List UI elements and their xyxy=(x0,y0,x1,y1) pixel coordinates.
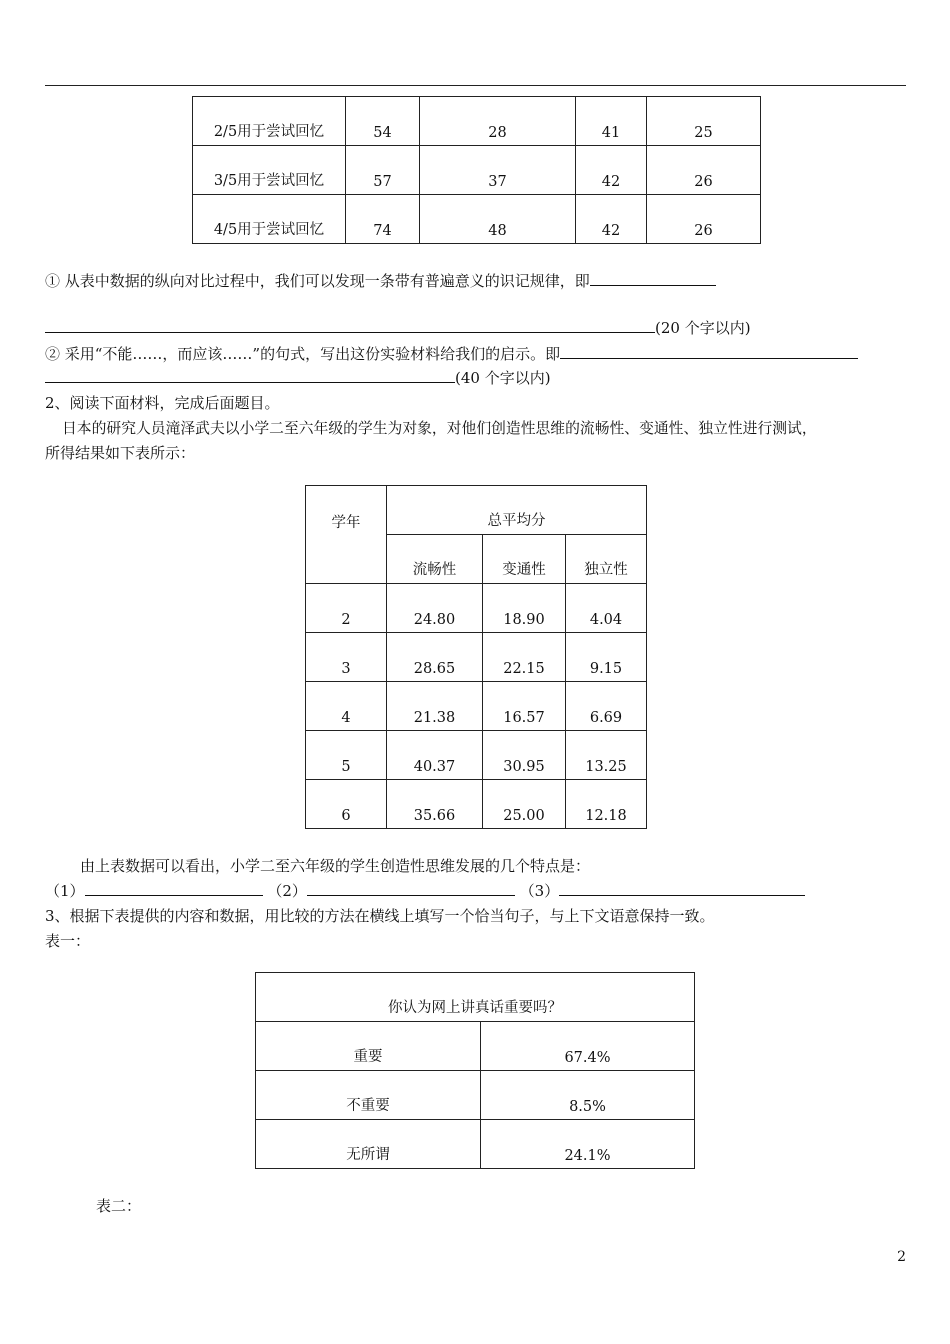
table-cell: 24.1% xyxy=(481,1120,695,1169)
memory-table xyxy=(192,96,761,244)
table-cell: 26 xyxy=(647,195,761,244)
table-cell: 42 xyxy=(576,195,647,244)
table-cell: 67.4% xyxy=(481,1022,695,1071)
table-cell: 25 xyxy=(647,97,761,146)
creativity-score-table xyxy=(305,485,647,829)
table-row xyxy=(306,780,647,829)
table-cell: 4 xyxy=(306,682,387,731)
answer-blank[interactable] xyxy=(45,318,655,333)
table-cell: 13.25 xyxy=(566,731,647,780)
table-cell: 22.15 xyxy=(483,633,566,682)
table-cell: 42 xyxy=(576,146,647,195)
table-cell: 18.90 xyxy=(483,584,566,633)
table-cell: 4.04 xyxy=(566,584,647,633)
answer-blank[interactable] xyxy=(560,344,858,359)
page-number: 2 xyxy=(897,1249,906,1265)
table-cell: 41 xyxy=(576,97,647,146)
question-1-item-2: ② 采用“不能……，而应该……”的句式，写出这份实验材料给我们的启示。即 xyxy=(45,343,858,364)
header-originality: 独立性 xyxy=(566,535,647,584)
table-cell: 5 xyxy=(306,731,387,780)
table-row xyxy=(256,1120,695,1169)
header-total-average: 总平均分 xyxy=(387,486,647,535)
answer-blank[interactable] xyxy=(85,881,263,896)
answer-blank[interactable] xyxy=(307,881,515,896)
table-cell: 6.69 xyxy=(566,682,647,731)
table-cell: 26 xyxy=(647,146,761,195)
table-cell: 4/5用于尝试回忆 xyxy=(193,195,346,244)
survey-question: 你认为网上讲真话重要吗？ xyxy=(256,973,695,1022)
table-row xyxy=(306,584,647,633)
table-cell: 48 xyxy=(420,195,576,244)
table-cell: 8.5% xyxy=(481,1071,695,1120)
table-cell: 12.18 xyxy=(566,780,647,829)
answer-blank[interactable] xyxy=(559,881,805,896)
table-cell: 54 xyxy=(346,97,420,146)
table-header-row xyxy=(256,973,695,1022)
table-cell: 30.95 xyxy=(483,731,566,780)
table-header-row xyxy=(306,486,647,535)
table-cell: 3/5用于尝试回忆 xyxy=(193,146,346,195)
table-cell: 6 xyxy=(306,780,387,829)
table-cell: 21.38 xyxy=(387,682,483,731)
table-row xyxy=(256,1071,695,1120)
question-2-paragraph-cont: 所得结果如下表所示： xyxy=(45,444,196,462)
table-cell: 28.65 xyxy=(387,633,483,682)
header-flexibility: 变通性 xyxy=(483,535,566,584)
table-cell: 35.66 xyxy=(387,780,483,829)
question-2-blanks: （1） （2） （3） xyxy=(45,880,805,901)
table-one-label: 表一： xyxy=(45,932,91,950)
table-cell: 2/5用于尝试回忆 xyxy=(193,97,346,146)
table-cell: 2 xyxy=(306,584,387,633)
table-cell: 57 xyxy=(346,146,420,195)
question-2-heading: 2、阅读下面材料，完成后面题目。 xyxy=(45,394,280,412)
table-row xyxy=(193,97,761,146)
table-cell: 9.15 xyxy=(566,633,647,682)
table-cell: 74 xyxy=(346,195,420,244)
table-row xyxy=(193,195,761,244)
header-fluency: 流畅性 xyxy=(387,535,483,584)
table-cell: 3 xyxy=(306,633,387,682)
question-1-item-2-cont: (40 个字以内) xyxy=(45,367,551,388)
table-cell: 37 xyxy=(420,146,576,195)
table-cell: 25.00 xyxy=(483,780,566,829)
question-3-heading: 3、根据下表提供的内容和数据，用比较的方法在横线上填写一个恰当句子，与上下文语意保持一致。 xyxy=(45,907,715,925)
table-row xyxy=(306,682,647,731)
table-cell: 重要 xyxy=(256,1022,481,1071)
table-cell: 40.37 xyxy=(387,731,483,780)
table-cell: 28 xyxy=(420,97,576,146)
header-rule xyxy=(45,85,906,86)
table-row xyxy=(256,1022,695,1071)
question-2-paragraph: 日本的研究人员滝泽武夫以小学二至六年级的学生为对象，对他们创造性思维的流畅性、变通性、独立性进行测试， xyxy=(62,420,817,437)
table-cell: 无所谓 xyxy=(256,1120,481,1169)
table-cell: 不重要 xyxy=(256,1071,481,1120)
table-cell: 24.80 xyxy=(387,584,483,633)
question-1-item-1-cont: (20 个字以内) xyxy=(45,317,751,338)
table-two-label: 表二： xyxy=(96,1197,142,1215)
table-row xyxy=(306,731,647,780)
header-year: 学年 xyxy=(306,486,387,584)
answer-blank[interactable] xyxy=(590,271,716,286)
table-cell: 16.57 xyxy=(483,682,566,731)
question-2-conclusion: 由上表数据可以看出，小学二至六年级的学生创造性思维发展的几个特点是： xyxy=(80,857,591,875)
online-truth-survey-table xyxy=(255,972,695,1169)
table-row xyxy=(193,146,761,195)
table-row xyxy=(306,633,647,682)
question-1-item-1: ① 从表中数据的纵向对比过程中，我们可以发现一条带有普遍意义的识记规律，即 xyxy=(45,270,716,291)
answer-blank[interactable] xyxy=(45,368,455,383)
